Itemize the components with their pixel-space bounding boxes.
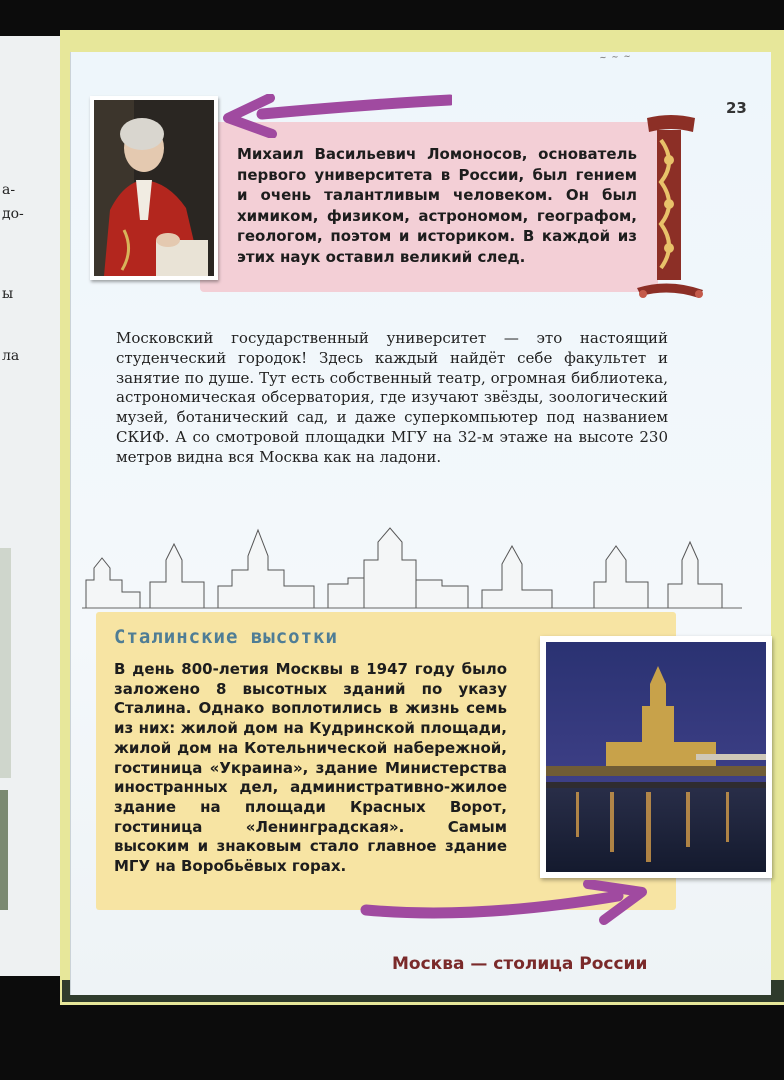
decorative-initial-icon bbox=[633, 112, 708, 302]
left-page-image-fragment bbox=[0, 790, 8, 910]
body-paragraph: Московский государственный университет — это настоящий студенческий городок! Здесь каждый найдёт себе факультет и занятие по душе. Тут есть собственный театр, огромная библиотека, астрономическая обсерватория, где изучают звёзды, зоологический музей, ботанический сад, и даже суперкомпьютер под названием СКИФ. А со смотровой площадки МГУ на 32-м этаже на высоте 230 метров видна вся Москва как на ладони. bbox=[116, 329, 668, 466]
footer-chapter-title: Москва — столица России bbox=[392, 954, 648, 974]
arrow-right-icon bbox=[356, 880, 648, 928]
left-page-text-fragment: ла bbox=[2, 348, 20, 364]
hotel-ukraina-photo bbox=[540, 636, 772, 878]
left-page-text-fragment: до- bbox=[2, 206, 24, 222]
lomonosov-portrait bbox=[90, 96, 218, 280]
page-number: 23 bbox=[726, 99, 747, 117]
night-city-photo bbox=[546, 642, 766, 872]
section-heading: Сталинские высотки bbox=[114, 626, 338, 648]
section-paragraph: В день 800-летия Москвы в 1947 году было заложено 8 высотных зданий по указу Сталина. Однако воплотились в жизнь семь из них: жилой дом на Кудринской площади, жилой дом на Котельнической набережной, гостиница «Украина», здание Министерства иностранных дел, административно-жилое здание на площади Красных Ворот, гостиница «Ленинградская». Самым высоким и знаковым стало главное здание МГУ на Воробьёвых горах. bbox=[114, 660, 507, 876]
portrait-image bbox=[94, 100, 214, 276]
left-page-image-fragment bbox=[0, 548, 11, 778]
arrow-left-icon bbox=[222, 94, 452, 138]
left-page-text-fragment: ы bbox=[2, 286, 14, 302]
left-page-text-fragment: а- bbox=[2, 182, 16, 198]
intro-paragraph: Михаил Васильевич Ломоносов, основатель первого университета в России, был гением и очень талантливым человеком. Он был химиком, физиком, астрономом, географом, геологом, поэтом и историком. В каждой из этих наук оставил великий след. bbox=[237, 145, 637, 266]
skyline-illustration bbox=[82, 520, 742, 612]
corner-pencil-note: ~ ~ ~ bbox=[599, 51, 631, 64]
